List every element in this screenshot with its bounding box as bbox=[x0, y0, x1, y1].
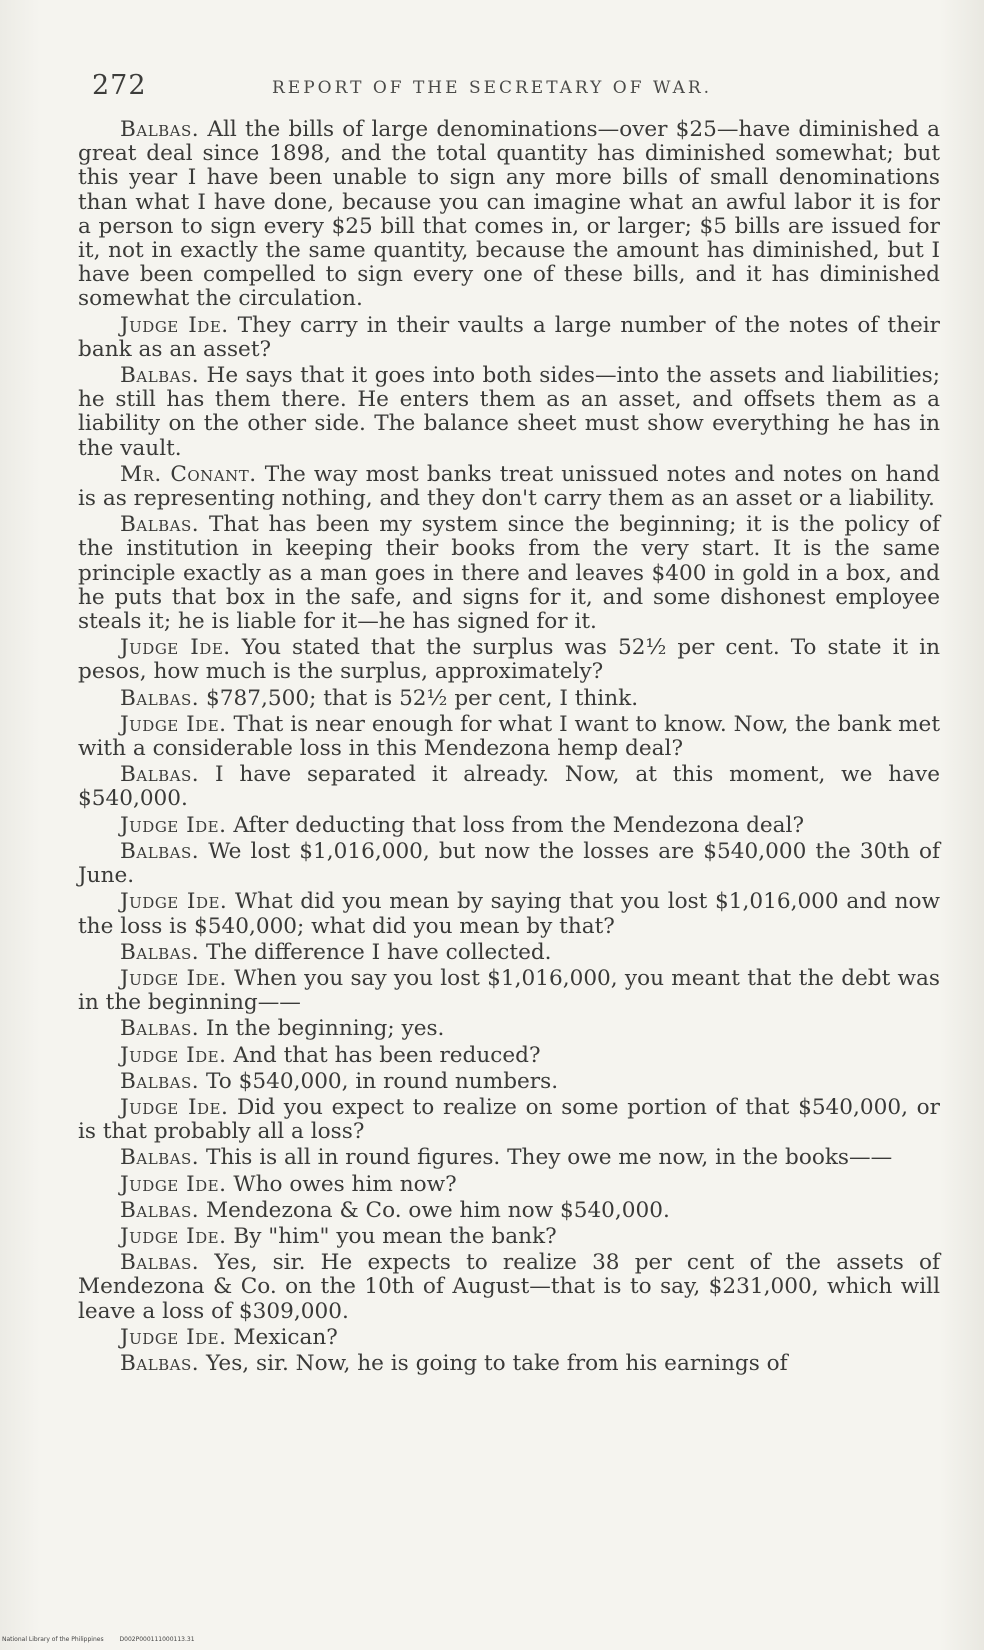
dialogue-paragraph bbox=[78, 314, 940, 362]
paragraph-text: They carry in their vaults a large number of the notes of their bank as an asset? bbox=[78, 312, 941, 362]
running-head: REPORT OF THE SECRETARY OF WAR. bbox=[272, 78, 713, 98]
speaker-name: Balbas. bbox=[120, 838, 200, 864]
speaker-name: Judge Ide. bbox=[120, 711, 227, 737]
dialogue-paragraph bbox=[78, 1225, 940, 1249]
dialogue-paragraph bbox=[78, 118, 940, 312]
speaker-name: Balbas. bbox=[120, 939, 200, 965]
speaker-name: Judge Ide. bbox=[120, 889, 228, 915]
paragraph-text: Yes, sir. He expects to realize 38 per cent of the assets of Mendezona & Co. on the 10th of August—that is to say, $231,000, which will leave a loss of $309,000. bbox=[78, 1250, 940, 1324]
paragraph-text: Mendezona & Co. owe him now $540,000. bbox=[206, 1197, 670, 1223]
scan-footer bbox=[2, 1636, 209, 1643]
paragraph-text: In the beginning; yes. bbox=[206, 1016, 445, 1042]
speaker-name: Balbas. bbox=[120, 1350, 200, 1376]
paragraph-text: That is near enough for what I want to know. Now, the bank met with a considerable loss in this Mendezona hemp deal? bbox=[78, 711, 940, 762]
speaker-name: Balbas. bbox=[120, 1016, 200, 1042]
page-header bbox=[92, 70, 932, 100]
dialogue-paragraph bbox=[78, 713, 940, 761]
paragraph-text: $787,500; that is 52½ per cent, I think. bbox=[206, 685, 639, 711]
dialogue-paragraph bbox=[78, 364, 940, 461]
dialogue-paragraph bbox=[78, 463, 940, 511]
dialogue-paragraph bbox=[78, 814, 940, 838]
paragraph-text: After deducting that loss from the Mendezona deal? bbox=[233, 812, 805, 838]
footer-library: National Library of the Philippines bbox=[2, 1636, 104, 1643]
dialogue-paragraph bbox=[78, 763, 940, 811]
paragraph-text: By "him" you mean the bank? bbox=[233, 1223, 557, 1249]
speaker-name: Judge Ide. bbox=[120, 1223, 227, 1249]
speaker-name: Judge Ide. bbox=[120, 1094, 229, 1120]
dialogue-paragraph bbox=[78, 1017, 940, 1041]
dialogue-paragraph bbox=[78, 1199, 940, 1223]
dialogue-paragraph bbox=[78, 1326, 940, 1350]
paragraph-text: When you say you lost $1,016,000, you meant that the debt was in the beginning—— bbox=[78, 965, 940, 1016]
speaker-name: Judge Ide. bbox=[120, 635, 231, 661]
dialogue-paragraph bbox=[78, 687, 940, 711]
paragraph-text: That has been my system since the beginning; it is the policy of the institution in keeping their books from the very start. It is the same principle exactly as a man goes in there and leaves $400 in gold in a box, and he puts that box in the safe, and signs for it, and some dishonest employee steals it; he is liable for it—he has signed for it. bbox=[78, 512, 940, 635]
speaker-name: Balbas. bbox=[120, 117, 200, 142]
dialogue-paragraph bbox=[78, 636, 940, 684]
speaker-name: Judge Ide. bbox=[120, 1324, 227, 1350]
speaker-name: Balbas. bbox=[120, 1197, 200, 1223]
dialogue-paragraph bbox=[78, 1146, 940, 1170]
dialogue-paragraph bbox=[78, 890, 940, 938]
dialogue-paragraph bbox=[78, 1251, 940, 1324]
speaker-name: Balbas. bbox=[120, 363, 200, 389]
dialogue-paragraph bbox=[78, 1352, 940, 1376]
paragraph-text: To $540,000, in round numbers. bbox=[206, 1068, 559, 1094]
paragraph-text: Mexican? bbox=[233, 1324, 338, 1350]
dialogue-paragraph bbox=[78, 1173, 940, 1197]
page-number: 272 bbox=[92, 70, 147, 101]
speaker-name: Judge Ide. bbox=[120, 812, 227, 838]
speaker-name: Balbas. bbox=[120, 1145, 200, 1171]
paragraph-text: You stated that the surplus was 52½ per cent. To state it in pesos, how much is the surplus, approximately? bbox=[78, 635, 940, 685]
speaker-name: Balbas. bbox=[120, 762, 200, 788]
paragraph-text: The way most banks treat unissued notes and notes on hand is as representing nothing, and they don't carry them as an asset or a liability. bbox=[78, 461, 941, 512]
paragraph-text: And that has been reduced? bbox=[233, 1042, 541, 1068]
paragraph-text: Who owes him now? bbox=[233, 1171, 457, 1197]
speaker-name: Judge Ide. bbox=[120, 1171, 227, 1197]
paragraph-text: All the bills of large denominations—over $25—have diminished a great deal since 1898, and the total quantity has diminished somewhat; but this year I have been unable to sign any more bills of small denominations than what I have done, because you can imagine what an awful labor it is for a person to sign every $25 bill that comes in, or larger; $5 bills are issued for it, not in exactly the same quantity, because the amount has diminished, but I have been compelled to sign every one of these bills, and it has diminished somewhat the circulation. bbox=[78, 117, 940, 312]
dialogue-paragraph bbox=[78, 967, 940, 1015]
speaker-name: Balbas. bbox=[120, 512, 200, 538]
dialogue-paragraph bbox=[78, 941, 940, 965]
paragraph-text: Did you expect to realize on some portion of that $540,000, or is that probably all a loss? bbox=[78, 1094, 940, 1145]
transcript-body bbox=[78, 118, 940, 1378]
paragraph-text: We lost $1,016,000, but now the losses are $540,000 the 30th of June. bbox=[78, 838, 940, 889]
dialogue-paragraph bbox=[78, 1044, 940, 1068]
speaker-name: Mr. Conant. bbox=[120, 461, 257, 487]
paragraph-text: I have separated it already. Now, at this moment, we have $540,000. bbox=[78, 762, 941, 812]
speaker-name: Balbas. bbox=[120, 1068, 200, 1094]
speaker-name: Judge Ide. bbox=[120, 1042, 227, 1068]
paragraph-text: He says that it goes into both sides—into the assets and liabilities; he still has them there. He enters them as an asset, and offsets them as a liability on the other side. The balance sheet must show everything he has in the vault. bbox=[78, 363, 940, 461]
dialogue-paragraph bbox=[78, 840, 940, 888]
paragraph-text: Yes, sir. Now, he is going to take from his earnings of bbox=[206, 1350, 788, 1376]
dialogue-paragraph bbox=[78, 1070, 940, 1094]
speaker-name: Balbas. bbox=[120, 685, 200, 711]
dialogue-paragraph bbox=[78, 513, 940, 634]
paragraph-text: This is all in round figures. They owe me now, in the books—— bbox=[206, 1145, 893, 1171]
speaker-name: Balbas. bbox=[120, 1250, 200, 1276]
speaker-name: Judge Ide. bbox=[120, 965, 227, 991]
paragraph-text: The difference I have collected. bbox=[206, 939, 552, 965]
dialogue-paragraph bbox=[78, 1096, 940, 1144]
paragraph-text: What did you mean by saying that you lost $1,016,000 and now the loss is $540,000; what did you mean by that? bbox=[78, 889, 940, 939]
footer-id: D002P000111000113.31 bbox=[119, 1636, 195, 1643]
speaker-name: Judge Ide. bbox=[120, 312, 229, 338]
